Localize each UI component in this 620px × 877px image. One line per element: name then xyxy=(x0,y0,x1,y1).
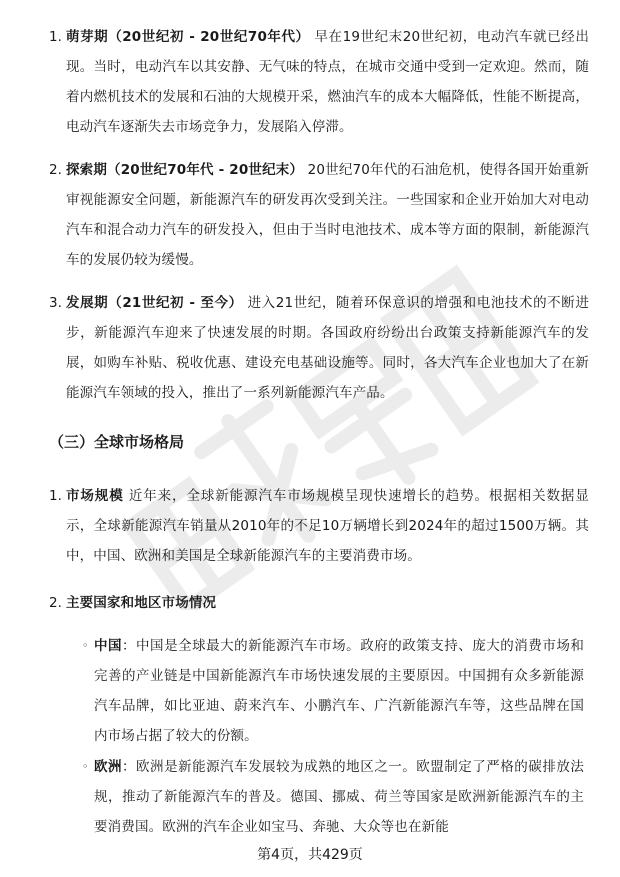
item-text: 20世纪70年代的石油危机，使得各国开始重新审视能源安全问题，新能源汽车的研发再次受到关注。一些国家和企业开始加大对电动汽车和混合动力汽车的研发投入，但由于当时电池技术、成本等方面的限制，新能源汽车的发展仍较为缓慢。 xyxy=(66,162,590,268)
item-title: 萌芽期（20世纪初 - 20世纪70年代） xyxy=(66,29,310,45)
item-title: 发展期（21世纪初 - 至今） xyxy=(66,295,243,311)
market-item-1 xyxy=(49,481,589,571)
list-number: 2. xyxy=(49,162,62,178)
list-number: 1. xyxy=(49,488,62,504)
region-separator: ： xyxy=(122,759,137,775)
item-title: 探索期（20世纪70年代 - 20世纪末） xyxy=(66,162,304,178)
section-heading: （三）全球市场格局 xyxy=(49,433,185,451)
item-title: 市场规模 xyxy=(66,488,124,504)
item-text: 早在19世纪末20世纪初，电动汽车就已经出现。当时，电动汽车以其安静、无气味的特点，在城市交通中受到一定欢迎。然而，随着内燃机技术的发展和石油的大规模开采，燃油汽车的成本大幅降低，性能不断提高，电动汽车逐渐失去市场竞争力，发展陷入停滞。 xyxy=(66,29,589,135)
page-footer: 第4页，共429页 xyxy=(257,847,363,863)
region-name: 欧洲 xyxy=(94,759,123,775)
item-text: 进入21世纪，随着环保意识的增强和电池技术的不断进步，新能源汽车迎来了快速发展的时期。各国政府纷纷出台政策支持新能源汽车的发展，如购车补贴、税收优惠、建设充电基础设施等。同时，各大汽车企业也加大了在新能源汽车领域的投入，推出了一系列新能源汽车产品。 xyxy=(66,295,589,401)
item-title: 主要国家和地区市场情况 xyxy=(66,595,217,611)
region-text: 中国是全球最大的新能源汽车市场。政府的政策支持、庞大的消费市场和完善的产业链是中国新能源汽车市场快速发展的主要原因。中国拥有众多新能源汽车品牌，如比亚迪、蔚来汽车、小鹏汽车、广汽新能源汽车等，这些品牌在国内市场占据了较大的份额。 xyxy=(94,638,584,744)
region-separator: ： xyxy=(122,638,137,654)
bullet-icon: ◦ xyxy=(82,639,89,652)
list-number: 1. xyxy=(49,29,62,45)
region-europe xyxy=(82,752,584,842)
region-text: 欧洲是新能源汽车发展较为成熟的地区之一。欧盟制定了严格的碳排放法规，推动了新能源汽车的普及。德国、挪威、荷兰等国家是欧洲新能源汽车的主要消费国。欧洲的汽车企业如宝马、奔驰、大众等也在新能 xyxy=(94,759,584,835)
item-text: 近年来，全球新能源汽车市场规模呈现快速增长的趋势。根据相关数据显示，全球新能源汽车销量从2010年的不足10万辆增长到2024年的超过1500万辆。其中，中国、欧洲和美国是全球新能源汽车的主要消费市场。 xyxy=(66,488,589,564)
list-number: 2. xyxy=(49,595,62,611)
region-china xyxy=(82,631,584,751)
history-item-3 xyxy=(49,288,589,408)
list-number: 3. xyxy=(49,295,62,311)
history-item-2 xyxy=(49,155,589,275)
region-name: 中国 xyxy=(94,638,123,654)
market-item-2 xyxy=(49,588,589,618)
bullet-icon: ◦ xyxy=(82,760,89,773)
history-item-1 xyxy=(49,22,589,142)
